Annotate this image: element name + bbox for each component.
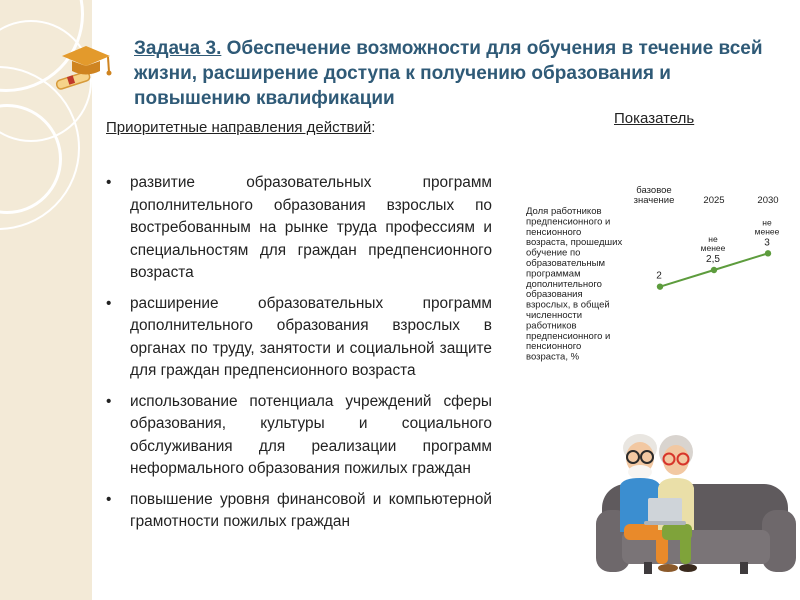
chart-data-point bbox=[657, 283, 663, 289]
chart-description-line: взрослых, в общей bbox=[526, 299, 610, 311]
list-item bbox=[106, 391, 492, 481]
chart-data-point bbox=[711, 267, 717, 273]
list-item bbox=[106, 489, 492, 534]
chart-x-tick-label: значение bbox=[633, 195, 675, 206]
priority-colon: : bbox=[371, 119, 376, 136]
priority-label: Приоритетные направления действий bbox=[106, 119, 372, 136]
bullet-icon: • bbox=[106, 490, 112, 508]
chart-description-line: образования bbox=[526, 289, 583, 301]
chart-data-prefix: менее bbox=[754, 226, 780, 237]
list-item-text: развитие образовательных программ дополнительного образования взрослых по востребованным на рынке труда профессиям и специальностям для граждан предпенсионного возраста bbox=[130, 174, 492, 281]
chart-description-line: работников bbox=[526, 320, 577, 332]
list-item-text: расширение образовательных программ дополнительного образования взрослых в органах по труду, занятости и социальной защите для граждан предпенсионного возраста bbox=[130, 294, 492, 379]
chart-description-line: образовательным bbox=[526, 258, 606, 269]
chart-data-point bbox=[765, 250, 771, 256]
chart-description-line: возраста, прошедших bbox=[526, 237, 623, 249]
chart-description-line: Доля работников bbox=[526, 206, 602, 217]
chart-description-line: предпенсионного и bbox=[526, 330, 611, 342]
slide-title bbox=[134, 36, 774, 111]
priority-list bbox=[106, 172, 492, 542]
indicator-heading: Показатель bbox=[614, 110, 695, 127]
title-text: Обеспечение возможности для обучения в течение всей жизни, расширение доступа к получению образования и повышению квалификации bbox=[134, 38, 763, 109]
chart-data-prefix: не bbox=[762, 217, 772, 228]
chart-description-line: пенсионного bbox=[526, 341, 582, 353]
chart-data-label: 2,5 bbox=[706, 254, 720, 265]
list-item bbox=[106, 293, 492, 383]
chart-description-line: обучение по bbox=[526, 247, 581, 259]
chart-x-tick-label: 2030 bbox=[757, 195, 779, 206]
chart-x-tick-label: 2025 bbox=[703, 195, 725, 206]
list-item-text: повышение уровня финансовой и компьютерной грамотности пожилых граждан bbox=[130, 490, 492, 530]
bullet-icon: • bbox=[106, 174, 112, 191]
chart-description-line: дополнительного bbox=[526, 278, 602, 290]
priority-heading bbox=[106, 119, 375, 136]
chart-data-prefix: не bbox=[708, 234, 718, 244]
chart-description-line: численности bbox=[526, 310, 583, 321]
chart-description-line: пенсионного bbox=[526, 226, 582, 238]
chart-data-prefix: менее bbox=[700, 243, 726, 253]
indicator-chart bbox=[520, 180, 790, 380]
bullet-icon: • bbox=[106, 392, 112, 410]
chart-data-label: 3 bbox=[764, 237, 770, 249]
chart-description-line: предпенсионного и bbox=[526, 216, 611, 228]
title-prefix: Задача 3. bbox=[134, 38, 222, 59]
graduation-cap-diploma-icon bbox=[54, 40, 120, 100]
chart-x-tick-label: базовое bbox=[636, 185, 672, 196]
chart-description-line: возраста, % bbox=[526, 351, 580, 363]
elderly-couple-laptop-illustration bbox=[596, 428, 796, 578]
bullet-icon: • bbox=[106, 294, 112, 312]
list-item bbox=[106, 172, 492, 285]
chart-data-label: 2 bbox=[656, 270, 662, 282]
list-item-text: использование потенциала учреждений сферы образования, культуры и социального обслуживания для реализации программ неформального образования пожилых граждан bbox=[130, 392, 492, 477]
chart-description-line: программам bbox=[526, 268, 581, 280]
